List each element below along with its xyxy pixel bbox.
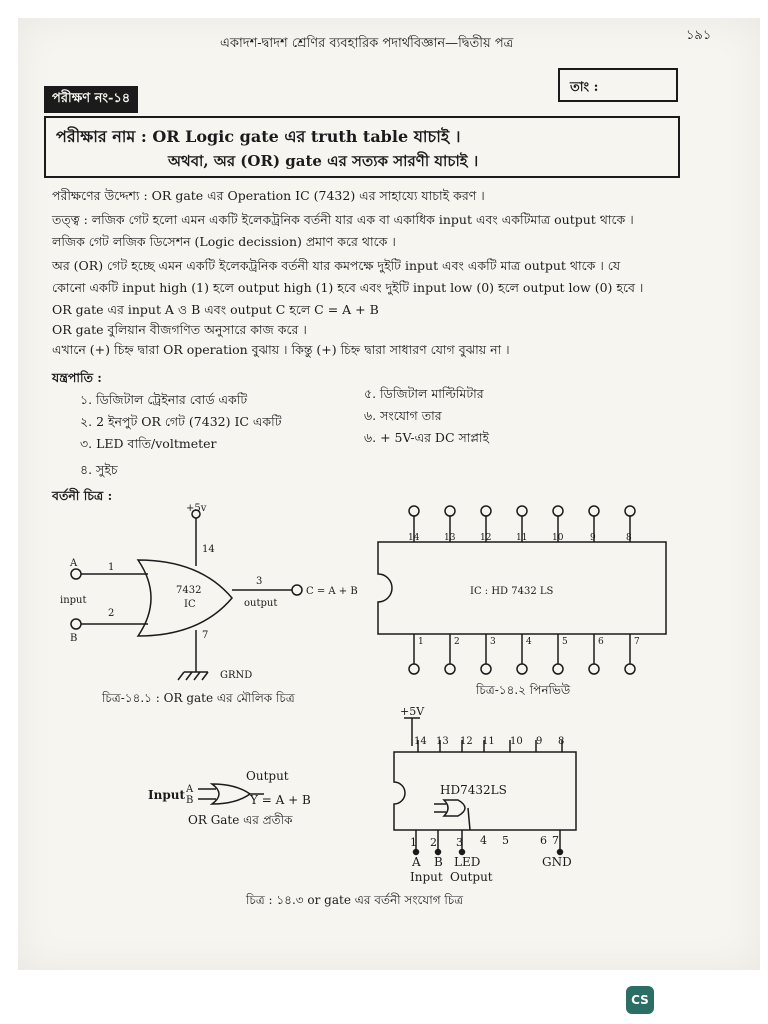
fig2-top-pin: 10 <box>552 533 564 543</box>
fig3-top-pin: 9 <box>536 736 543 747</box>
apparatus-item: ১. ডিজিটাল ট্রেইনার বোর্ড একটি <box>80 392 248 407</box>
fig3-bottom-pin: 6 <box>540 834 547 847</box>
theory-line-2: লজিক গেট লজিক ডিসেশন (Logic decission) প্রমাণ করে থাকে । <box>52 234 396 249</box>
fig2-top-pin: 13 <box>444 533 456 543</box>
fig3-bottom-pin: 5 <box>502 834 509 847</box>
apparatus-item: ৬. সংযোগ তার <box>364 408 442 423</box>
fig1-ground: GRND <box>220 670 253 681</box>
symbol-b: B <box>186 795 194 806</box>
fig1-input-label: input <box>60 595 87 606</box>
fig3-top-pin: 11 <box>482 736 495 747</box>
symbol-caption: OR Gate এর প্রতীক <box>188 813 293 827</box>
fig2-bottom-pin: 7 <box>634 637 640 647</box>
fig2-bottom-pin: 6 <box>598 637 604 647</box>
fig1-pin1: 1 <box>108 562 115 573</box>
camscanner-logo: CS <box>626 986 654 1014</box>
date-box: তাং : <box>558 68 678 102</box>
fig1-input-a: A <box>70 558 78 569</box>
fig3-top-pin: 14 <box>414 736 427 747</box>
fig3-bottom-pin: 3 <box>456 836 463 849</box>
fig3-label-output: Output <box>450 870 493 884</box>
page-number: ১৯১ <box>686 28 712 43</box>
fig3-top-pin: 8 <box>558 736 565 747</box>
fig3-ic-label: HD7432LS <box>440 783 507 797</box>
fig2-top-pin: 12 <box>480 533 492 543</box>
symbol-output-label: Output <box>246 769 289 783</box>
fig3-bottom-pin: 4 <box>480 834 487 847</box>
fig2-caption: চিত্র-১৪.২ পিনভিউ <box>476 683 571 697</box>
fig3-bottom-pin: 1 <box>410 836 417 849</box>
theory-line-7: এখানে (+) চিহ্ন দ্বারা OR operation বুঝায় । কিন্তু (+) চিহ্ন দ্বারা সাধারণ যোগ বুঝায় না । <box>52 342 510 357</box>
experiment-tag: পরীক্ষণ নং-১৪ <box>44 86 138 113</box>
fig3-label-led: LED <box>454 855 481 869</box>
fig2-top-pin: 14 <box>408 533 420 543</box>
fig1-pin2: 2 <box>108 608 115 619</box>
fig1-pin14: 14 <box>202 544 215 555</box>
experiment-title-alt: অথবা, অর (OR) gate এর সত্যক সারণী যাচাই । <box>168 152 479 170</box>
running-header: একাদশ-দ্বাদশ শ্রেণির ব্যবহারিক পদার্থবিজ্ঞান—দ্বিতীয় পত্র <box>220 36 514 51</box>
fig2-bottom-pin: 4 <box>526 637 532 647</box>
fig2-ic-label: IC : HD 7432 LS <box>470 586 554 597</box>
fig2-bottom-pin: 2 <box>454 637 460 647</box>
fig2-bottom-pin: 3 <box>490 637 496 647</box>
theory-line-3: অর (OR) গেট হচ্ছে এমন একটি ইলেকট্রনিক বর্তনী যার কমপক্ষে দুইটি input এবং একটি মাত্র output থাকে । যে <box>52 258 621 273</box>
fig2-top-pin: 11 <box>516 533 528 543</box>
experiment-title: পরীক্ষার নাম : OR Logic gate এর truth table যাচাই । <box>56 127 461 146</box>
fig3-label-input: Input <box>410 870 443 884</box>
fig1-pin7: 7 <box>202 630 209 641</box>
fig2-top-pin: 9 <box>590 533 596 543</box>
apparatus-item: ৩. LED বাতি/voltmeter <box>80 436 217 451</box>
fig1-vcc: +5v <box>186 503 207 514</box>
fig3-caption: চিত্র : ১৪.৩ or gate এর বর্তনী সংযোগ চিত্র <box>246 893 464 907</box>
objective-text: পরীক্ষণের উদ্দেশ্য : OR gate এর Operation IC (7432) এর সাহায্যে যাচাই করণ । <box>52 188 485 203</box>
fig3-bottom-pin: 7 <box>552 834 559 847</box>
apparatus-item: ৪. সুইচ <box>80 462 118 477</box>
symbol-a: A <box>186 784 194 795</box>
fig1-caption: চিত্র-১৪.১ : OR gate এর মৌলিক চিত্র <box>102 691 295 705</box>
theory-line-4: কোনো একটি input high (1) হলে output high (1) হবে এবং দুইটি input low (0) হলে output low (0) হবে । <box>52 280 644 295</box>
fig3-top-pin: 12 <box>460 736 473 747</box>
theory-line-6: OR gate বুলিয়ান বীজগণিত অনুসারে কাজ করে । <box>52 322 307 337</box>
apparatus-heading: যন্ত্রপাতি : <box>52 370 102 385</box>
fig1-output-expr: C = A + B <box>306 586 358 597</box>
fig2-bottom-pin: 1 <box>418 637 424 647</box>
fig3-label-b: B <box>434 855 443 869</box>
fig1-ic-num: 7432 <box>176 585 202 596</box>
fig3-vcc: +5V <box>400 705 425 718</box>
fig3-top-pin: 10 <box>510 736 523 747</box>
fig3-top-pin: 13 <box>436 736 449 747</box>
fig2-top-pin: 8 <box>626 533 632 543</box>
fig3-label-a: A <box>412 855 421 869</box>
apparatus-item: ২. 2 ইনপুট OR গেট (7432) IC একটি <box>80 414 282 429</box>
theory-line-1: তত্ত্ব : লজিক গেট হলো এমন একটি ইলেকট্রনিক বর্তনী যার এক বা একাধিক input এবং একটিমাত্র output থাকে । <box>52 212 634 227</box>
theory-line-5: OR gate এর input A ও B এবং output C হলে C = A + B <box>52 302 379 317</box>
fig1-ic-word: IC <box>184 599 196 610</box>
fig3-label-gnd: GND <box>542 855 572 869</box>
symbol-input-label: Input <box>148 788 185 802</box>
circuit-heading: বর্তনী চিত্র : <box>52 488 113 503</box>
fig3-bottom-pin: 2 <box>430 836 437 849</box>
symbol-expr: Y = A + B <box>250 793 311 807</box>
fig1-input-b: B <box>70 633 78 644</box>
apparatus-item: ৬. + 5V-এর DC সাপ্লাই <box>364 430 490 445</box>
fig1-output-label: output <box>244 598 278 609</box>
fig2-bottom-pin: 5 <box>562 637 568 647</box>
apparatus-item: ৫. ডিজিটাল মাল্টিমিটার <box>364 386 484 401</box>
fig1-pin3: 3 <box>256 576 263 587</box>
